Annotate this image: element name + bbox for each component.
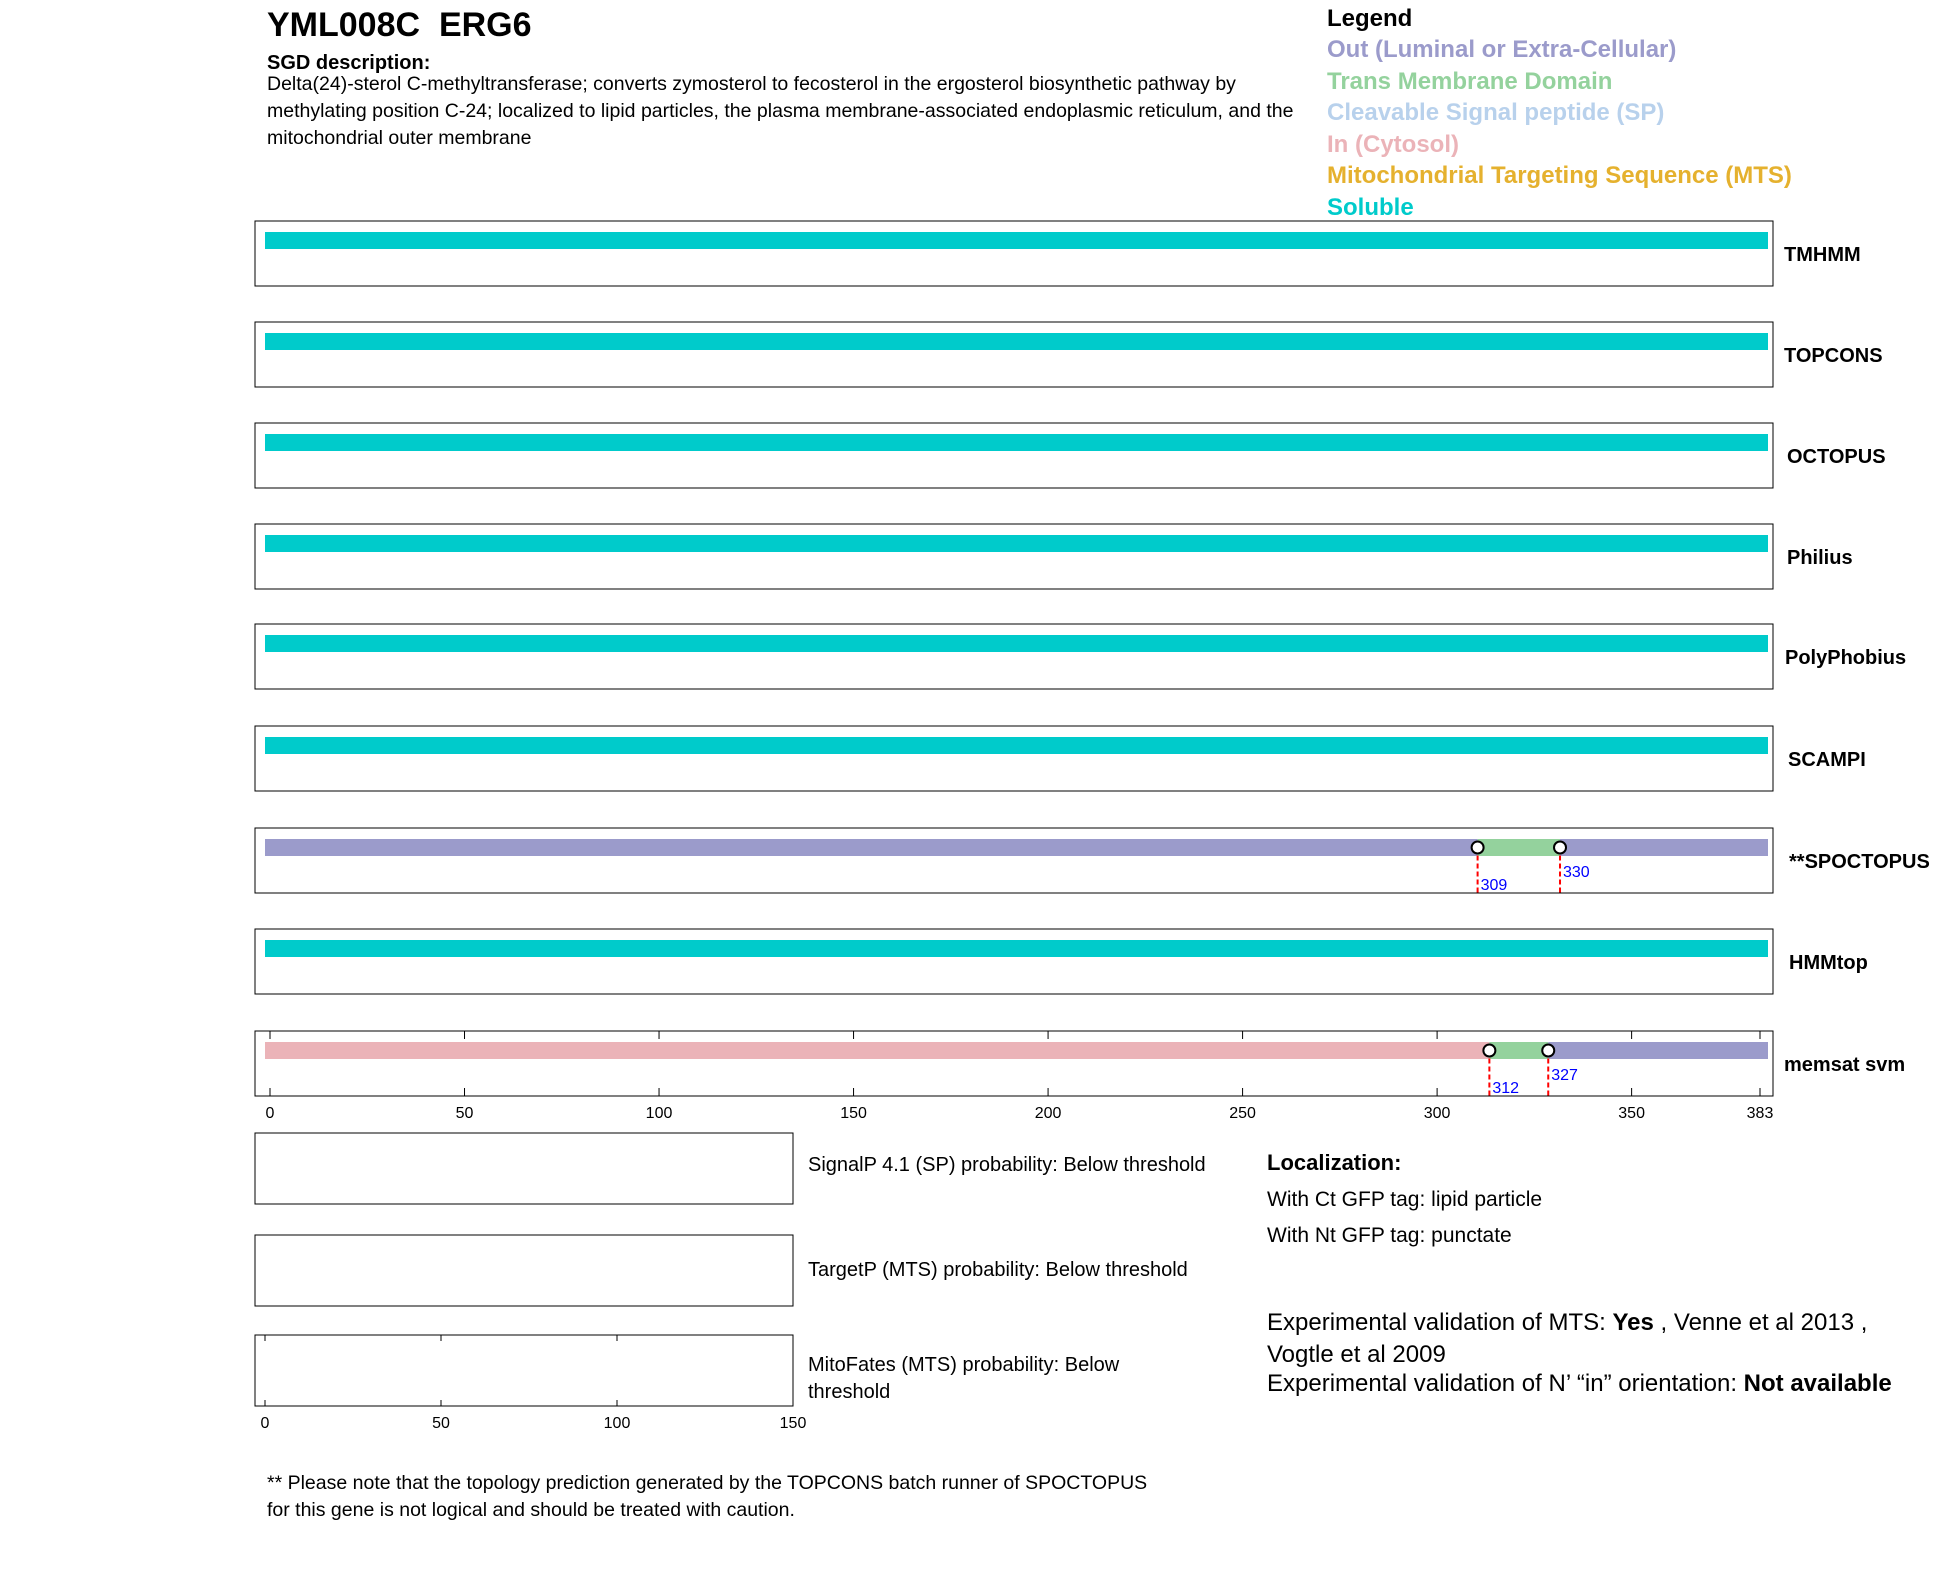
probability-box: [255, 1335, 793, 1406]
experimental-orientation-prefix: Experimental validation of N’ “in” orientation:: [1267, 1370, 1744, 1397]
marker-label: 330: [1563, 864, 1590, 881]
segment-soluble: [265, 232, 1768, 249]
legend-item-out: Out (Luminal or Extra-Cellular): [1327, 36, 1677, 63]
marker-label: 327: [1551, 1067, 1578, 1084]
prob-axis-tick-label: 150: [779, 1415, 807, 1432]
track-box: [255, 524, 1773, 589]
axis-tick-label: 50: [455, 1105, 474, 1122]
track-box: [255, 929, 1773, 994]
marker-label: 312: [1492, 1080, 1520, 1097]
marker-circle: [1542, 1045, 1554, 1057]
probability-box: [255, 1235, 793, 1306]
segment-tm: [1478, 839, 1560, 856]
axis-tick-label: 350: [1618, 1105, 1645, 1122]
marker-circle: [1472, 842, 1484, 854]
experimental-mts-value: Yes: [1612, 1309, 1654, 1336]
description-heading: SGD description:: [267, 52, 431, 74]
predictor-label: **SPOCTOPUS: [1789, 851, 1930, 873]
targetp-probability: TargetP (MTS) probability: Below threshold: [808, 1259, 1188, 1281]
prob-axis-tick-label: 0: [260, 1415, 270, 1432]
segment-soluble: [265, 737, 1768, 754]
gene-description: Delta(24)-sterol C-methyltransferase; converts zymosterol to fecosterol in the ergosterol biosynthetic pathway by methylating position C-24; localized to lipid particles, the plasma membrane-associated endoplasmic reticulum, and the mitochondrial outer membrane: [267, 73, 1294, 149]
predictor-label: HMMtop: [1789, 952, 1868, 974]
experimental-mts: [1267, 1307, 1907, 1371]
legend-title: Legend: [1327, 5, 1413, 32]
axis-tick-label: 150: [840, 1105, 867, 1122]
segment-soluble: [265, 940, 1768, 957]
localization-heading: Localization:: [1267, 1150, 1402, 1175]
experimental-mts-refs: , Venne et al 2013 , Vogtle et al 2009: [1267, 1309, 1868, 1368]
predictor-label: PolyPhobius: [1785, 647, 1907, 669]
predictor-label: OCTOPUS: [1787, 446, 1886, 468]
track-box: [255, 624, 1773, 689]
legend-item-soluble: Soluble: [1327, 193, 1414, 221]
axis-tick-label: 0: [265, 1105, 275, 1122]
segment-soluble: [265, 535, 1768, 552]
marker-label: 309: [1480, 877, 1508, 894]
axis-tick-label: 100: [645, 1105, 673, 1122]
predictor-label: TOPCONS: [1784, 345, 1883, 367]
gene-title: YML008C ERG6: [267, 6, 532, 44]
track-box: [255, 322, 1773, 387]
predictor-label: Philius: [1787, 547, 1853, 569]
axis-tick-label: 383: [1746, 1105, 1774, 1122]
track-box: [255, 1031, 1773, 1096]
legend-item-in: In (Cytosol): [1327, 130, 1459, 158]
predictor-label: SCAMPI: [1788, 749, 1866, 771]
track-box: [255, 828, 1773, 893]
track-box: [255, 726, 1773, 791]
mitofates-probability: MitoFates (MTS) probability: Below threshold: [808, 1354, 1120, 1403]
probability-box: [255, 1133, 793, 1204]
experimental-orientation: [1267, 1368, 1907, 1400]
segment-soluble: [265, 434, 1768, 451]
predictor-label: TMHMM: [1784, 244, 1861, 266]
footnote: ** Please note that the topology prediction generated by the TOPCONS batch runner of SPOCTOPUS for this gene is not logical and should be treated with caution.: [267, 1472, 1148, 1521]
signalp-probability: SignalP 4.1 (SP) probability: Below threshold: [808, 1154, 1206, 1176]
prob-axis-tick-label: 50: [432, 1415, 450, 1432]
predictor-label: memsat svm: [1784, 1054, 1906, 1076]
segment-out: [265, 839, 1478, 856]
segment-soluble: [265, 333, 1768, 350]
legend-item-tm: Trans Membrane Domain: [1327, 67, 1613, 95]
marker-circle: [1554, 842, 1566, 854]
segment-tm: [1489, 1042, 1548, 1059]
segment-in: [265, 1042, 1489, 1059]
marker-circle: [1483, 1045, 1495, 1057]
legend-item-mts: Mitochondrial Targeting Sequence (MTS): [1327, 162, 1792, 190]
track-box: [255, 423, 1773, 488]
axis-tick-label: 250: [1229, 1105, 1256, 1122]
track-box: [255, 221, 1773, 286]
segment-out: [1560, 839, 1768, 856]
legend-item-sp: Cleavable Signal peptide (SP): [1327, 99, 1665, 127]
prob-axis-tick-label: 100: [603, 1415, 631, 1432]
experimental-mts-prefix: Experimental validation of MTS:: [1267, 1309, 1613, 1336]
localization-nt: With Nt GFP tag: punctate: [1267, 1224, 1512, 1247]
segment-out: [1548, 1042, 1768, 1059]
experimental-orientation-value: Not available: [1743, 1370, 1892, 1397]
segment-soluble: [265, 635, 1768, 652]
axis-tick-label: 300: [1423, 1105, 1451, 1122]
axis-tick-label: 200: [1034, 1105, 1062, 1122]
localization-ct: With Ct GFP tag: lipid particle: [1267, 1188, 1543, 1211]
